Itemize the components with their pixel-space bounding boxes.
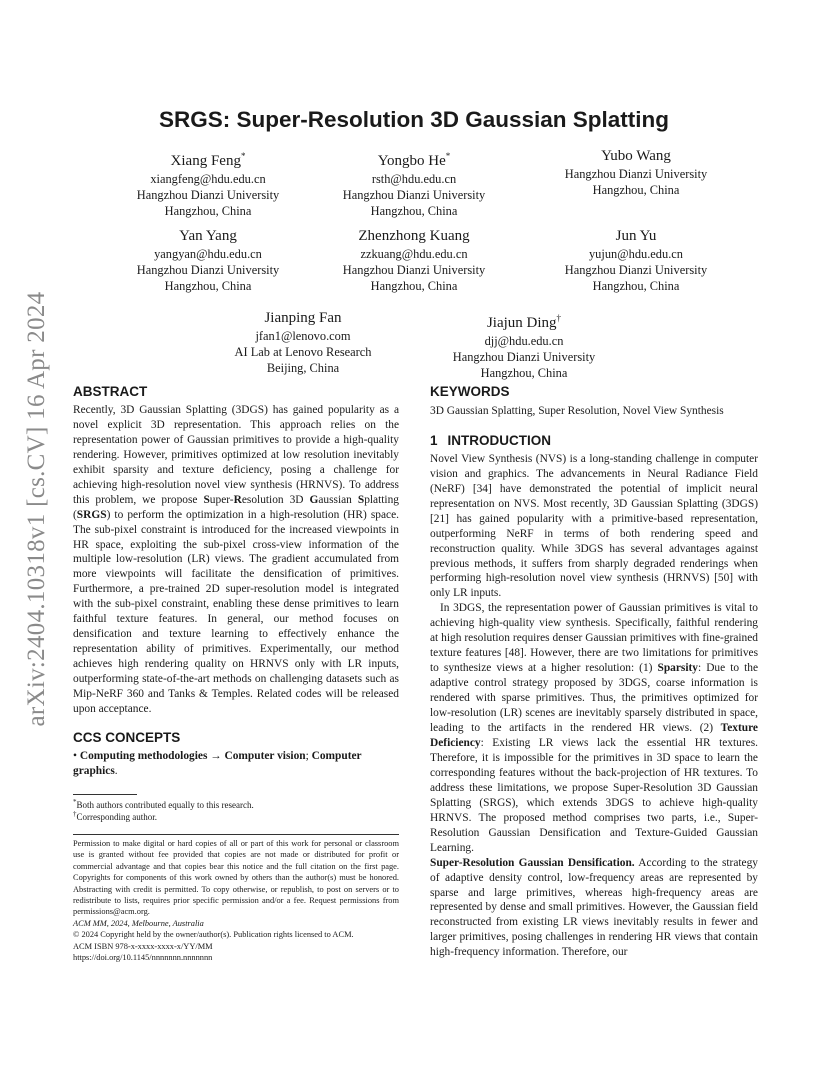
author-affiliation: Hangzhou Dianzi University [136,263,280,278]
author-affiliation: Hangzhou Dianzi University [452,350,596,365]
author-block [304,147,524,220]
author-name: Yan Yang [179,228,237,244]
paragraph-run-in-heading: Super-Resolution Gaussian Densification. [430,856,635,869]
author-email[interactable]: zzkuang@hdu.edu.cn [360,247,468,261]
permission-block [73,838,399,963]
author-location: Hangzhou, China [164,204,252,219]
author-name: Yubo Wang [601,148,671,164]
author-name: Zhenzhong Kuang [358,228,470,244]
intro-paragraph: In 3DGS, the representation power of Gaussian primitives is vital to achieving high-quality view synthesis. Specifically, faithful rendering at high resolution requires denser Gaussian primitives with fine-grained texture features [48]. However, there are two limitations for primitives to synthesize views at a higher resolution: (1) Sparsity: Due to the adaptive control strategy proposed by 3DGS, coarse information is rendered with sparse primitives. Thus, the primitives optimized for low-resolution (LR) scenes are inevitably sparsely distributed in space, leading to the artifacts in the rendered HR views. (2) Texture Deficiency: Existing LR views lack the essential HR textures. Therefore, it is impossible for the primitives in 3D space to learn the corresponding features without the back-projection of HR textures. To address these limitations, we propose Super-Resolution 3D Gaussian Splatting (SRGS), which extends 3DGS to achieve high-quality HRNVS. The proposed method comprises two parts, i.e., Super-Resolution Gaussian Densification and Texture-Guided Gaussian Learning. [430,602,758,854]
author-location: Beijing, China [266,361,340,376]
venue: ACM MM, 2024, Melbourne, Australia [73,918,204,928]
copyright: © 2024 Copyright held by the owner/author(s). Publication rights licensed to ACM. [73,930,354,940]
author-location: Hangzhou, China [480,366,568,381]
ccs-heading: CCS CONCEPTS [73,729,181,745]
author-location: Hangzhou, China [370,279,458,294]
isbn: ACM ISBN 978-x-xxxx-xxxx-x/YY/MM [73,941,213,951]
author-block [414,309,634,382]
author-email[interactable]: jfan1@lenovo.com [255,329,351,343]
author-affiliation: AI Lab at Lenovo Research [234,345,372,360]
doi-link[interactable]: https://doi.org/10.1145/nnnnnnn.nnnnnnn [73,953,213,963]
author-block [526,147,746,198]
author-affiliation: Hangzhou Dianzi University [564,167,708,181]
equal-contribution-mark: * [240,151,246,161]
paper-title: SRGS: Super-Resolution 3D Gaussian Splatting [158,107,670,132]
equal-contribution-mark: * [445,151,451,161]
author-block [304,227,524,295]
arxiv-sidebar [14,284,60,734]
intro-paragraph: Super-Resolution Gaussian Densification. According to the strategy of adaptive density control, low-frequency areas are represented by sparse and large primitives, whereas high-frequency areas are represented by dense and small primitives. However, the Gaussian field reconstructed from existing LR views inevitably results in fewer and larger primitives, posing challenges in rendering HR views that contain high-frequency information. Therefore, our [430,856,758,959]
author-name: Jun Yu [615,228,657,244]
author-location: Hangzhou, China [164,279,252,294]
permission-rule [73,834,399,835]
author-name: Xiang Feng [170,153,241,169]
author-affiliation: Hangzhou Dianzi University [136,188,280,203]
footnote-rule [73,794,137,795]
author-block [98,227,318,295]
author-email[interactable]: yangyan@hdu.edu.cn [154,247,262,261]
author-location: Hangzhou, China [592,279,680,294]
footnote-corresponding-author: †Corresponding author. [73,810,157,822]
author-affiliation: Hangzhou Dianzi University [564,263,708,278]
author-name: Yongbo He [377,153,446,169]
author-location: Hangzhou, China [592,183,680,198]
section-number: 1 [430,432,438,448]
keywords-heading: KEYWORDS [430,384,510,399]
author-email[interactable]: yujun@hdu.edu.cn [588,247,683,261]
author-block [526,227,746,295]
corresponding-author-mark: † [556,313,562,323]
author-email[interactable]: rsth@hdu.edu.cn [371,172,457,186]
author-affiliation: Hangzhou Dianzi University [342,188,486,203]
abstract-text: Recently, 3D Gaussian Splatting (3DGS) has gained popularity as a novel explicit 3D representation. This approach relies on the representation power of Gaussian primitives to provide a high-quality rendering. However, primitives optimized at low resolution inevitably exhibit sparsity and texture deficiency, posing a challenge for achieving high-resolution novel view synthesis (HRNVS). To address this problem, we propose Super-Resolution 3D Gaussian Splatting (SRGS) to perform the optimization in a high-resolution (HR) space. The sub-pixel constraint is introduced for the increased viewpoints in HR space, exploiting the sub-pixel cross-view information of the multiple low-resolution (LR) views. The gradient accumulated from more viewpoints will facilitate the densification of primitives. Furthermore, a pre-trained 2D super-resolution model is integrated with the sub-pixel constraint, enabling these dense primitives to learn faithful texture features. In general, our method focuses on densification and texture learning to effectively enhance the representation ability of primitives. Experimentally, our method achieves high rendering quality on HRNVS only with LR inputs, outperforming state-of-the-art methods on challenging datasets such as Mip-NeRF 360 and Tanks & Temples. Related codes will be released upon acceptance. [73,403,399,716]
ccs-concepts: • Computing methodologies → Computer vision; Computer graphics. [73,749,362,777]
left-column [73,385,399,779]
author-block [98,147,318,220]
section-title: INTRODUCTION [447,432,552,448]
keywords-text: 3D Gaussian Splatting, Super Resolution, Novel View Synthesis [430,404,724,417]
right-column [430,385,758,960]
author-affiliation: Hangzhou Dianzi University [342,263,486,278]
author-block [193,309,413,377]
author-email[interactable]: djj@hdu.edu.cn [484,334,564,348]
arxiv-identifier: arXiv:2404.10318v1 [cs.CV] 16 Apr 2024 [23,291,50,727]
introduction-heading [430,434,758,449]
abstract-heading: ABSTRACT [73,384,148,399]
author-name: Jiajun Ding [486,315,557,331]
permission-text: Permission to make digital or hard copies of all or part of this work for personal or classroom use is granted without fee provided that copies are not made or distributed for profit or commercial advantage and that copies bear this notice and the full citation on the first page. Copyrights for components of this work owned by others than the author(s) must be honored. Abstracting with credit is permitted. To copy otherwise, or republish, to post on servers or to redistribute to lists, requires prior specific permission and/or a fee. Request permissions from permissions@acm.org. [73,839,399,917]
author-location: Hangzhou, China [370,204,458,219]
intro-paragraph: Novel View Synthesis (NVS) is a long-standing challenge in computer vision and graphics. The advancements in Neural Radiance Field (NeRF) [34] have demonstrated the potential of implicit neural representation on NVS. Most recently, 3D Gaussian Splatting (3DGS) [21] has gained popularity with a primitive-based representation, outperforming NeRF in terms of both rendering speed and reconstruction quality. While 3DGS has several advantages against previous methods, it suffers from sharply degraded renderings when performing high-resolution novel view synthesis (HRNVS) [50] with only LR inputs. [430,452,758,600]
author-email[interactable]: xiangfeng@hdu.edu.cn [150,172,266,186]
author-name: Jianping Fan [264,310,342,326]
footnote-equal-contribution: *Both authors contributed equally to this research. [73,798,254,810]
